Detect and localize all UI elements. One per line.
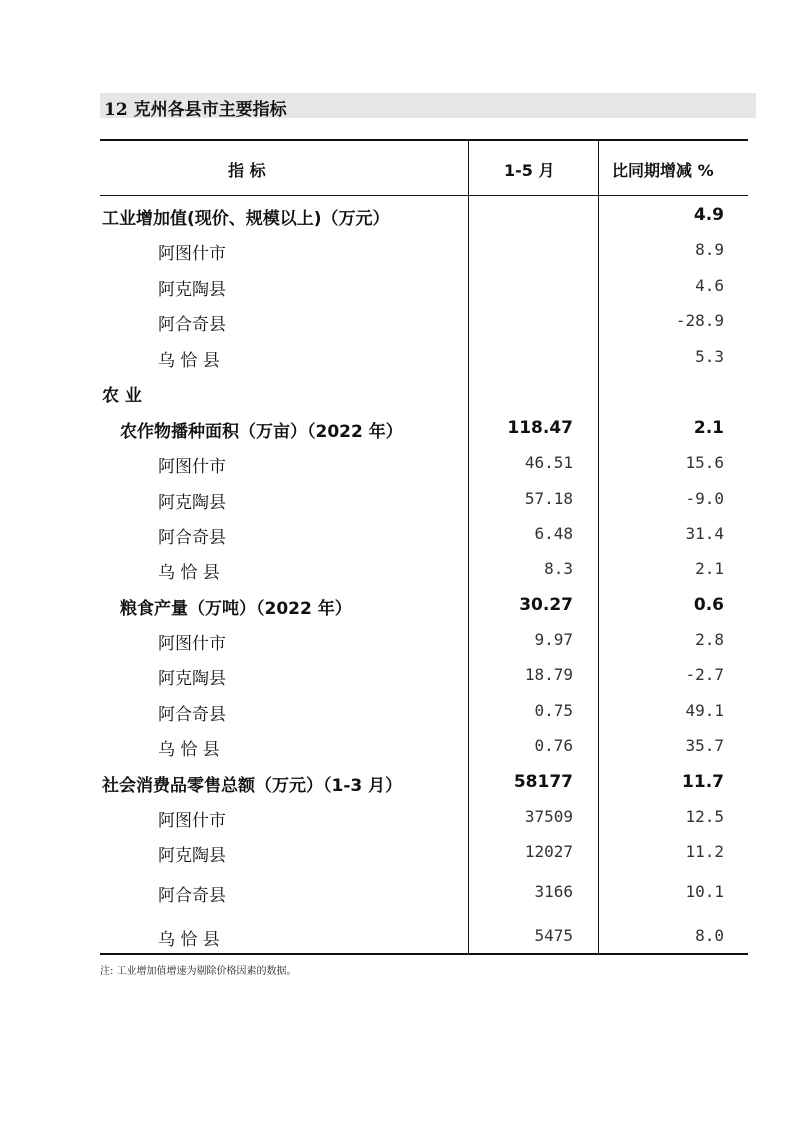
row-label: 阿克陶县 (158, 280, 226, 300)
value-change: 4.6 (695, 276, 724, 295)
value-change: 2.1 (693, 418, 724, 438)
table-row (100, 342, 748, 374)
row-label: 社会消费品零售总额（万元）（1-3 月） (102, 776, 403, 796)
row-label: 阿克陶县 (158, 669, 226, 689)
table-row (100, 877, 748, 909)
table-row (100, 802, 748, 834)
value-change: 11.7 (682, 772, 724, 792)
row-label: 阿合奇县 (158, 705, 226, 725)
value-period: 0.76 (534, 736, 573, 755)
value-change: 5.3 (695, 347, 724, 366)
table-row (100, 200, 748, 232)
value-period: 0.75 (534, 701, 573, 720)
table-row (100, 660, 748, 692)
value-period: 57.18 (524, 489, 573, 508)
footnote: 注: 工业增加值增速为剔除价格因素的数据。 (100, 966, 297, 977)
row-label: 阿合奇县 (158, 315, 226, 335)
value-change: 11.2 (685, 842, 724, 861)
value-change: 35.7 (685, 736, 724, 755)
header-indicator: 指 标 (228, 161, 266, 180)
row-label: 粮食产量（万吨）（2022 年） (120, 599, 352, 619)
table-row (100, 377, 748, 409)
value-change: 31.4 (685, 524, 724, 543)
value-change: -2.7 (685, 665, 724, 684)
table-row (100, 306, 748, 338)
row-label: 阿图什市 (158, 811, 226, 831)
table-row (100, 271, 748, 303)
table-row (100, 625, 748, 657)
table-row (100, 413, 748, 445)
value-change: 0.6 (693, 595, 724, 615)
value-change: 49.1 (685, 701, 724, 720)
value-period: 3166 (534, 882, 573, 901)
value-period: 46.51 (524, 453, 573, 472)
table-row (100, 767, 748, 799)
value-period: 5475 (534, 926, 573, 945)
row-label: 乌 恰 县 (158, 563, 220, 583)
row-label: 阿图什市 (158, 457, 226, 477)
row-label: 农 业 (102, 386, 142, 406)
value-change: 8.9 (695, 240, 724, 259)
row-label: 阿合奇县 (158, 886, 226, 906)
value-period: 9.97 (534, 630, 573, 649)
table-row (100, 235, 748, 267)
value-period: 37509 (524, 807, 573, 826)
value-change: 4.9 (693, 205, 724, 225)
value-change: 8.0 (695, 926, 724, 945)
value-change: 15.6 (685, 453, 724, 472)
value-period: 18.79 (524, 665, 573, 684)
table-bottom-rule (100, 953, 748, 955)
row-label: 农作物播种面积（万亩）（2022 年） (120, 422, 403, 442)
value-change: -28.9 (675, 311, 724, 330)
row-label: 阿图什市 (158, 634, 226, 654)
table-row (100, 921, 748, 953)
row-label: 阿图什市 (158, 244, 226, 264)
table-row (100, 731, 748, 763)
row-label: 阿克陶县 (158, 493, 226, 513)
table-title-bar (100, 93, 756, 118)
row-label: 工业增加值(现价、规模以上)（万元） (102, 209, 390, 229)
value-change: -9.0 (685, 489, 724, 508)
table-top-rule (100, 139, 748, 141)
value-period: 58177 (513, 772, 573, 792)
table-title: 12 克州各县市主要指标 (104, 100, 287, 120)
value-period: 6.48 (534, 524, 573, 543)
row-label: 乌 恰 县 (158, 351, 220, 371)
table-row (100, 484, 748, 516)
table-row (100, 696, 748, 728)
value-period: 30.27 (519, 595, 573, 615)
table-header-rule (100, 195, 748, 196)
value-period: 12027 (524, 842, 573, 861)
header-period: 1-5 月 (504, 161, 555, 180)
table-row (100, 837, 748, 869)
value-change: 10.1 (685, 882, 724, 901)
header-change: 比同期增减 % (612, 161, 714, 180)
row-label: 阿克陶县 (158, 846, 226, 866)
table-row (100, 554, 748, 586)
value-change: 2.1 (695, 559, 724, 578)
value-period: 8.3 (544, 559, 573, 578)
row-label: 阿合奇县 (158, 528, 226, 548)
value-change: 12.5 (685, 807, 724, 826)
value-change: 2.8 (695, 630, 724, 649)
table-row (100, 448, 748, 480)
table-row (100, 590, 748, 622)
value-period: 118.47 (507, 418, 573, 438)
row-label: 乌 恰 县 (158, 740, 220, 760)
row-label: 乌 恰 县 (158, 930, 220, 950)
table-row (100, 519, 748, 551)
